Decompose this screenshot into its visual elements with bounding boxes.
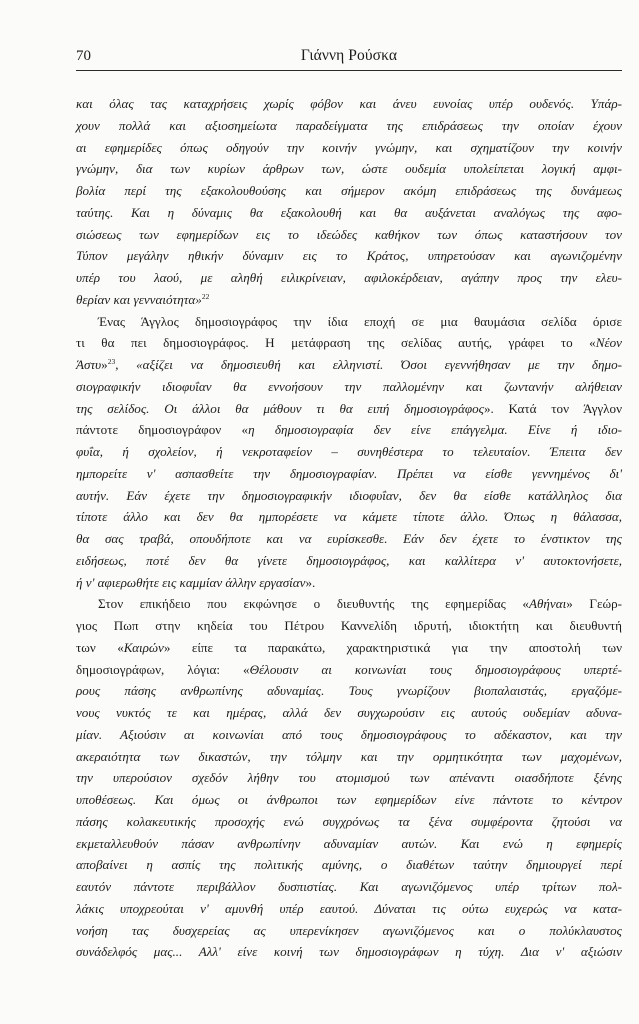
- header-rule: [76, 70, 622, 71]
- text-segment: την υπερούσιον σχεδόν λήθην του ατομισμού των απέναντι οιασδήποτε ξένης: [76, 770, 622, 786]
- text-segment: σιώσεως των εφημερίδων εις το ιδεώδες καθήκον των όπως καταστήσουν τον: [76, 226, 622, 242]
- text-segment: ή ν' αφιερωθήτε εις καμμίαν άλλην εργασίαν: [76, 574, 306, 590]
- text-segment: ».: [305, 574, 316, 590]
- text-line: [76, 332, 622, 354]
- text-segment: Τύπον μεγάλην ηθικήν δύναμιν εις το Κράτος, υπηρετούσαν και αγωνιζομένην: [76, 248, 622, 264]
- running-title: Γιάννη Ρούσκα: [300, 47, 398, 64]
- text-segment: δημοσιογράφων, λόγια: «: [76, 661, 250, 677]
- text-segment: Στον επικήδειο που εκφώνησε ο διευθυντής της εφημερίδας «: [98, 596, 529, 612]
- text-line: [76, 289, 622, 311]
- text-segment: και όλας τας καταχρήσεις χωρίς φόβον και άνευ ευνοίας υπέρ ουδενός. Υπάρ-: [76, 96, 622, 111]
- text-line: [76, 158, 622, 180]
- text-segment: φυΐα, ή σχολείον, ή νεκροταφείον – συνηθέστερα το τελευταίον. Έπειτα δεν: [76, 444, 622, 459]
- text-segment: λάκις υποχρεούται ν' αμυνθή υπέρ εαυτού. Δύναται τις ούτω ευχερώς να κατα-: [76, 900, 622, 916]
- text-segment: υποθέσεως. Και όμως οι άνθρωποι των εφημερίδων είνε πάντοτε το κέντρον: [76, 792, 622, 807]
- text-segment: η δημοσιογραφία δεν είνε επάγγελμα. Είνε ή ιδιο-: [248, 422, 622, 438]
- text-segment: χουν πολλά και αξιοσημείωτα παραδείγματα της επιδράσεως την οποίαν έχουν: [76, 117, 622, 133]
- text-line: [76, 854, 622, 876]
- text-segment: βολία περί της εξακολουθούσης και σήμερον ακόμη επιδράσεως της δυνάμεως: [76, 183, 622, 198]
- text-segment: σιογραφικήν ιδιοφυΐαν θα εννοήσουν την παλλομένην και ζωντανήν αλήθειαν: [76, 378, 622, 394]
- text-line: [76, 898, 622, 920]
- text-line: [76, 180, 622, 202]
- text-segment: νους νυκτός τε και ημέρας, αλλά δεν συγχωρούσιν εις αυτούς ουδεμίαν αδυνα-: [76, 705, 622, 720]
- text-segment: γνώμην, δια των κυρίων άρθρων των, ώστε ουδεμία υπολείπεται λογική αμφι-: [76, 161, 622, 177]
- text-segment: Αθήναι: [528, 596, 567, 612]
- text-segment: συνάδελφός μας... Αλλ' είνε κοινή των δημοσιογράφων η τύχη. Δια ν' αξιώσιν: [76, 944, 622, 960]
- text-line: [76, 93, 622, 115]
- text-segment: Ένας Άγγλος δημοσιογράφος την ίδια εποχή σε μια θαυμάσια σελίδα όρισε: [98, 313, 622, 329]
- text-segment: Άστυ: [76, 357, 102, 372]
- text-line: [76, 441, 622, 463]
- text-line: [76, 811, 622, 833]
- text-segment: γιος Πωπ στην κηδεία του Πέτρου Καννελίδη ιδρυτή, ιδιοκτήτη και διευθυντή: [76, 618, 622, 633]
- text-segment: ταύτης. Και η δύναμις θα εξακολουθή και θα αυξάνεται αναλόγως της αφο-: [76, 204, 622, 220]
- text-segment: τίποτε άλλο και δεν θα ημπορέσετε να κάμετε τίποτε άλλο. Όπως η θάλασσα,: [76, 509, 622, 525]
- text-segment: Θέλουσιν αι κοινωνίαι τους δημοσιογράφους υπερτέ-: [249, 661, 622, 677]
- footnote-marker: 23: [107, 357, 116, 366]
- text-line: [76, 593, 622, 615]
- text-line: [76, 485, 622, 507]
- footnote-marker: 22: [201, 291, 210, 301]
- text-line: [76, 702, 622, 724]
- text-line: [76, 354, 622, 376]
- text-line: [76, 245, 622, 267]
- text-segment: » είπε τα παρακάτω, χαρακτηριστικά για την αποστολή των: [163, 639, 622, 655]
- text-line: [76, 680, 622, 702]
- text-segment: »: [101, 357, 108, 372]
- text-line: [76, 789, 622, 811]
- text-line: [76, 572, 622, 594]
- text-segment: Νέον: [595, 335, 622, 351]
- text-line: [76, 115, 622, 137]
- text-segment: θερίαν και γενναιότητα»: [76, 291, 202, 307]
- text-line: [76, 833, 622, 855]
- page-header: [76, 46, 622, 68]
- text-line: [76, 746, 622, 768]
- text-segment: πάντοτε δημοσιογράφον «: [76, 422, 249, 438]
- text-line: [76, 528, 622, 550]
- text-line: [76, 398, 622, 420]
- text-segment: των «: [76, 639, 124, 655]
- text-segment: ρους πάσης ανθρωπίνης αδυναμίας. Τους γνωρίζουν βιοπαλαιστάς, εργαζόμε-: [76, 683, 622, 699]
- text-line: [76, 137, 622, 159]
- body-text: [76, 93, 622, 963]
- text-line: [76, 506, 622, 528]
- text-segment: αυτήν. Εάν έχετε την δημοσιογραφικήν ιδιοφυΐαν, δεν θα είσθε κατάλληλος δια: [76, 487, 622, 503]
- text-line: [76, 615, 622, 637]
- text-line: [76, 311, 622, 333]
- text-segment: αι εφημερίδες όπως οδηγούν την κοινήν γνώμην, και σχηματίζουν την κοινήν: [76, 139, 622, 155]
- text-segment: εαυτόν πάντοτε περιβάλλον δυσπιστίας. Και αγωνιζόμενος υπέρ τρίτων πολ-: [76, 879, 622, 894]
- text-segment: θα σας τραβά, οπουδήποτε και να ευρίσκεσθε. Εάν δεν έχετε το ένστικτον της: [76, 531, 622, 546]
- text-line: [76, 767, 622, 789]
- text-line: [76, 724, 622, 746]
- text-segment: της σελίδος. Οι άλλοι θα μάθουν τι θα ειπή δημοσιογράφος: [76, 400, 484, 416]
- text-segment: τι θα πει δημοσιογράφος. Η μετάφραση της σελίδας αυτής, γράφει το «: [76, 335, 596, 351]
- text-line: [76, 659, 622, 681]
- text-line: [76, 267, 622, 289]
- text-line: [76, 202, 622, 224]
- text-line: [76, 550, 622, 572]
- text-segment: ». Κατά τον Άγγλον: [483, 400, 622, 416]
- text-segment: εκμεταλλευθούν πάσαν ανθρωπίνην αδυναμίαν αυτών. Και ενώ η εφημερίς: [76, 835, 622, 851]
- text-line: [76, 463, 622, 485]
- text-segment: μίαν. Αξιούσιν αι κοινωνίαι από τους δημοσιογράφους το αδέκαστον, και την: [76, 726, 622, 742]
- text-segment: υπέρ του λαού, με αληθή ειλικρίνειαν, αφιλοκέρδειαν, αγάπην προς την ελευ-: [76, 270, 622, 285]
- text-segment: πάσης κολακευτικής προσοχής ενώ συγχρόνως τα ξένα συμφέροντα ζητούσι να: [76, 813, 622, 829]
- text-line: [76, 224, 622, 246]
- text-line: [76, 376, 622, 398]
- text-line: [76, 419, 622, 441]
- text-line: [76, 876, 622, 898]
- page-number: 70: [76, 48, 91, 64]
- text-segment: » Γεώρ-: [566, 596, 622, 612]
- text-segment: νοήση τας δυσχερείας ας υπερενίκησεν αγωνιζόμενος και ο πολύκλαυστος: [76, 922, 622, 938]
- text-line: [76, 637, 622, 659]
- text-segment: αποβαίνει η ασπίς της πολιτικής αμύνης, ο διαθέτων ταύτην δημιουργεί περί: [76, 857, 622, 873]
- text-segment: ημπορείτε ν' ασπασθείτε την δημοσιογραφίαν. Πρέπει να είσθε γεννημένος δι': [76, 465, 622, 481]
- text-line: [76, 941, 622, 963]
- text-segment: ειδήσεως, ποτέ δεν θα γίνετε δημοσιογράφος, και καλλίτερα ν' αυτοκτονήσετε,: [76, 552, 622, 568]
- text-line: [76, 920, 622, 942]
- text-segment: ακεραιότητα των δικαστών, την τόλμην και την ορμητικότητα των μαχομένων,: [76, 748, 622, 764]
- text-segment: , «αξίζει να δημοσιευθή και ελληνιστί. Όσοι εγεννήθησαν με την δημο-: [115, 357, 622, 372]
- text-segment: Καιρών: [123, 639, 164, 655]
